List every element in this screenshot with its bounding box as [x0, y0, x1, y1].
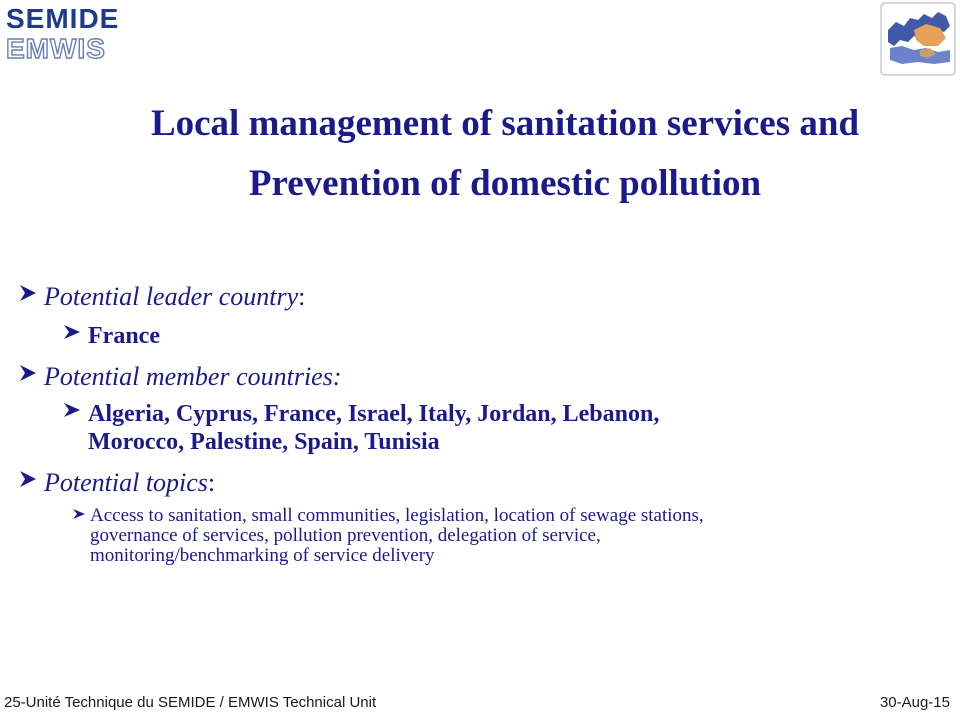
- topics-line-2: governance of services, pollution prevention, delegation of service,: [90, 525, 601, 546]
- topics-line-1: Access to sanitation, small communities, legislation, location of sewage stations,: [90, 505, 704, 526]
- title-line-1: Local management of sanitation services and: [150, 103, 860, 144]
- footer-date: 30-Aug-15: [879, 694, 950, 711]
- bullet-leader-country: [18, 282, 305, 312]
- page-title: [60, 94, 950, 214]
- leader-value: France: [88, 323, 160, 349]
- arrow-bullet-icon: [62, 400, 88, 420]
- topics-colon: :: [207, 468, 216, 497]
- semide-emwis-logo: [6, 4, 119, 64]
- footer-left-text: 25-Unité Technique du SEMIDE / EMWIS Technical Unit: [4, 694, 377, 711]
- leader-label: Potential leader country: [44, 282, 299, 311]
- members-value-line-2: Morocco, Palestine, Spain, Tunisia: [88, 429, 440, 455]
- bullet-leader-value: [62, 322, 160, 350]
- title-line-2: Prevention of domestic pollution: [248, 163, 762, 204]
- arrow-bullet-icon: [18, 362, 44, 384]
- bullet-member-countries: [18, 362, 342, 392]
- bullet-topics-values: [72, 506, 704, 566]
- leader-colon: :: [298, 282, 306, 311]
- bullet-member-values: [62, 400, 659, 456]
- members-value-line-1: Algeria, Cyprus, France, Israel, Italy, Jordan, Lebanon,: [88, 401, 660, 427]
- bullet-topics: [18, 468, 215, 498]
- members-label: Potential member countries:: [44, 362, 342, 391]
- arrow-bullet-icon: [62, 322, 88, 342]
- logo-semide-text: SEMIDE: [6, 3, 120, 34]
- europe-mediterranean-map-icon: [880, 2, 956, 76]
- topics-label: Potential topics: [44, 468, 208, 497]
- arrow-bullet-icon: [72, 506, 90, 522]
- arrow-bullet-icon: [18, 282, 44, 304]
- arrow-bullet-icon: [18, 468, 44, 490]
- logo-emwis-text: EMWIS: [6, 33, 106, 64]
- topics-line-3: monitoring/benchmarking of service delivery: [90, 545, 435, 566]
